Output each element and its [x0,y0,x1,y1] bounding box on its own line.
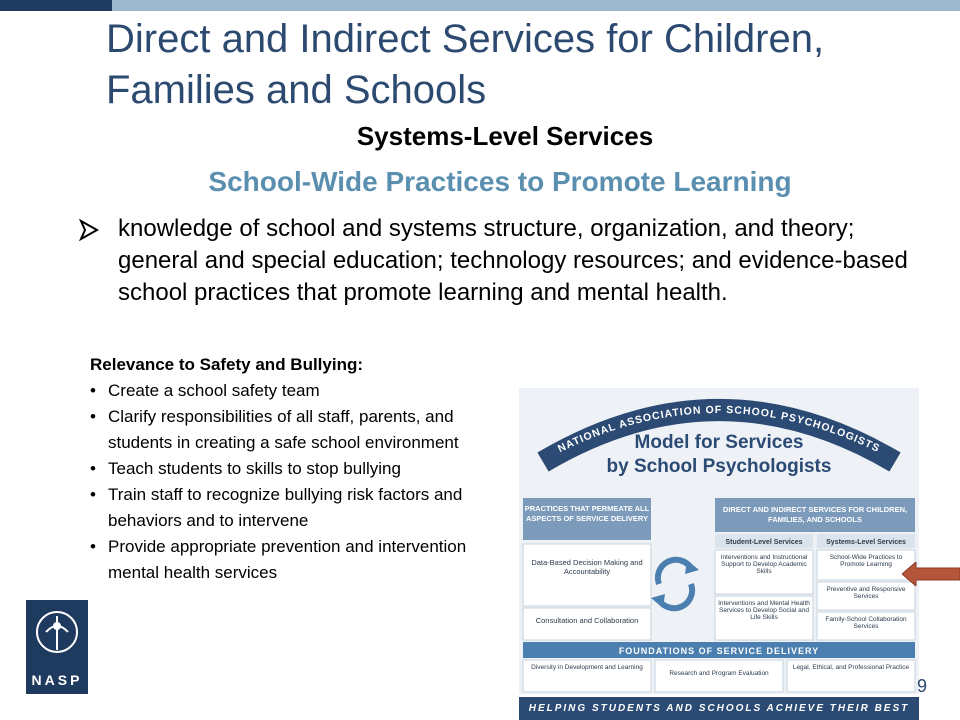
top-bar-dark [0,0,112,11]
model-footer-banner: HELPING STUDENTS AND SCHOOLS ACHIEVE THEIR BEST [519,697,919,720]
foundations-item: Legal, Ethical, and Professional Practice [792,664,910,671]
logo-text: NASP [31,672,83,688]
model-title-line2: by School Psychologists [606,456,832,477]
practices-item: Consultation and Collaboration [535,616,639,625]
model-title-line1: Model for Services [634,432,804,453]
nasp-logo [26,600,88,694]
top-bar-light [112,0,960,11]
list-item: • Provide appropriate prevention and intervention mental health services [90,537,467,582]
student-item: Interventions and Instructional Support to Develop Academic Skills [720,554,808,575]
student-item: Interventions and Mental Health Services to Develop Social and Life Skills [718,600,810,621]
slide-title: Direct and Indirect Services for Children, Families and Schools [106,17,825,112]
pointer-arrow-icon [902,562,960,586]
nasp-emblem-icon [26,600,88,670]
main-bullet-text: knowledge of school and systems structure, organization, and theory; general and special education; technology resources; and evidence-based school practices that promote learning and mental health. [118,215,908,306]
arc-text: NATIONAL ASSOCIATION OF SCHOOL PSYCHOLOGISTS [556,403,883,456]
foundations-item: Research and Program Evaluation [669,670,769,677]
model-diagram [519,388,919,694]
arrow-bullet-icon [78,213,112,250]
slide-subtitle: Systems-Level Services [356,121,654,151]
list-item: • Clarify responsibilities of all staff, parents, and students in creating a safe school environment [90,407,459,452]
relevance-heading: Relevance to Safety and Bullying: [90,355,364,374]
student-col-header: Student-Level Services [725,539,803,546]
direct-header: DIRECT AND INDIRECT SERVICES FOR CHILDREN, FAMILIES, AND SCHOOLS [722,505,908,524]
main-bullet [78,213,938,309]
practices-header: PRACTICES THAT PERMEATE ALL ASPECTS OF SERVICE DELIVERY [524,504,650,523]
systems-col-header: Systems-Level Services [826,539,906,546]
page-number: 9 [917,676,928,696]
foundations-item: Diversity in Development and Learning [531,664,643,671]
relevance-list [90,352,520,586]
foundations-header: FOUNDATIONS OF SERVICE DELIVERY [618,646,820,656]
systems-item: Preventive and Responsive Services [826,586,906,600]
list-item: • Teach students to skills to stop bullying [90,459,401,478]
slide-subtitle-secondary: School-Wide Practices to Promote Learning [208,166,792,197]
list-item: • Train staff to recognize bullying risk factors and behaviors and to intervene [90,485,463,530]
practices-item: Data-Based Decision Making and Accountability [531,558,643,576]
systems-item: School-Wide Practices to Promote Learning [829,554,903,568]
list-item: • Create a school safety team [90,381,320,400]
systems-item: Family-School Collaboration Services [825,616,907,630]
